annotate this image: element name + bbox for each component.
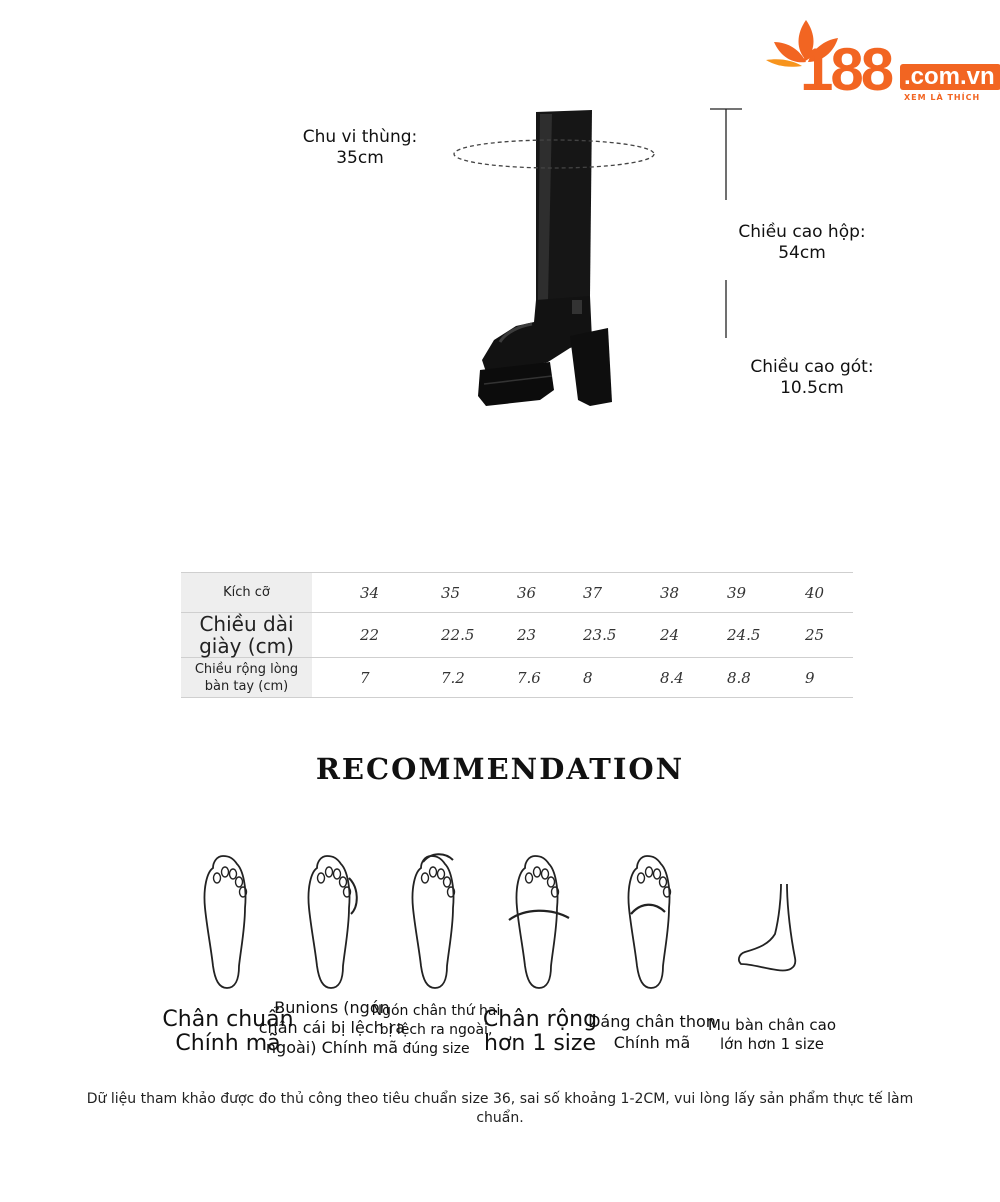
- table-cell: 22.5: [441, 613, 517, 658]
- foot-caption: Mu bàn chân cao lớn hơn 1 size: [707, 1016, 837, 1053]
- table-cell: 39: [727, 573, 805, 613]
- table-cell: 40: [805, 573, 853, 613]
- table-cell: 22: [312, 613, 441, 658]
- foot-caption: Dáng chân thon Chính mã: [588, 1012, 716, 1052]
- table-cell: 35: [441, 573, 517, 613]
- table-row: [181, 613, 853, 658]
- table-cell: 37: [583, 573, 660, 613]
- foot-caption: Chân chuẩn Chính mã: [162, 1007, 294, 1056]
- toe-deviation-foot-icon: [401, 848, 471, 998]
- table-cell: 23.5: [583, 613, 660, 658]
- row-header: Chiều dài giày (cm): [181, 613, 312, 658]
- row-header: Kích cỡ: [181, 573, 312, 613]
- table-row: [181, 658, 853, 698]
- table-cell: 34: [312, 573, 441, 613]
- circumference-label: Chu vi thùng: 35cm: [302, 127, 418, 168]
- table-cell: 9: [805, 658, 853, 698]
- bunion-foot-icon: [297, 848, 367, 998]
- normal-foot-icon: [193, 848, 263, 998]
- foot-caption: Ngón chân thứ hai bị lệch ra ngoài, đúng size: [371, 1003, 501, 1057]
- measurement-note: Dữ liệu tham khảo được đo thủ công theo tiêu chuẩn size 36, sai số khoảng 1-2CM, vui lòng lấy sản phẩm thực tế làm chuẩn.: [86, 1091, 914, 1126]
- slim-foot-icon: [617, 848, 687, 998]
- table-row: [181, 573, 853, 613]
- table-cell: 7.6: [517, 658, 583, 698]
- logo-number: 188: [800, 36, 892, 103]
- table-cell: 7: [312, 658, 441, 698]
- shaft-height-label: Chiều cao hộp: 54cm: [738, 222, 866, 263]
- foot-caption: Bunions (ngón chân cái bị lệch ra ngoài) Chính mã: [258, 998, 406, 1057]
- table-cell: 8: [583, 658, 660, 698]
- table-cell: 24: [660, 613, 727, 658]
- table-cell: 24.5: [727, 613, 805, 658]
- size-table: [181, 572, 853, 698]
- high-instep-foot-icon: [737, 848, 807, 998]
- logo-slogan: XEM LÀ THÍCH: [904, 93, 981, 102]
- recommendation-title: RECOMMENDATION: [315, 752, 685, 786]
- table-cell: 38: [660, 573, 727, 613]
- heel-height-label: Chiều cao gót: 10.5cm: [750, 357, 874, 398]
- table-cell: 23: [517, 613, 583, 658]
- table-cell: 25: [805, 613, 853, 658]
- wide-foot-icon: [505, 848, 575, 998]
- table-cell: 7.2: [441, 658, 517, 698]
- table-cell: 36: [517, 573, 583, 613]
- logo-domain: .com.vn: [900, 64, 1000, 90]
- row-header: Chiều rộng lòng bàn tay (cm): [181, 658, 312, 698]
- table-cell: 8.4: [660, 658, 727, 698]
- foot-caption: Chân rộng hơn 1 size: [482, 1007, 598, 1056]
- table-cell: 8.8: [727, 658, 805, 698]
